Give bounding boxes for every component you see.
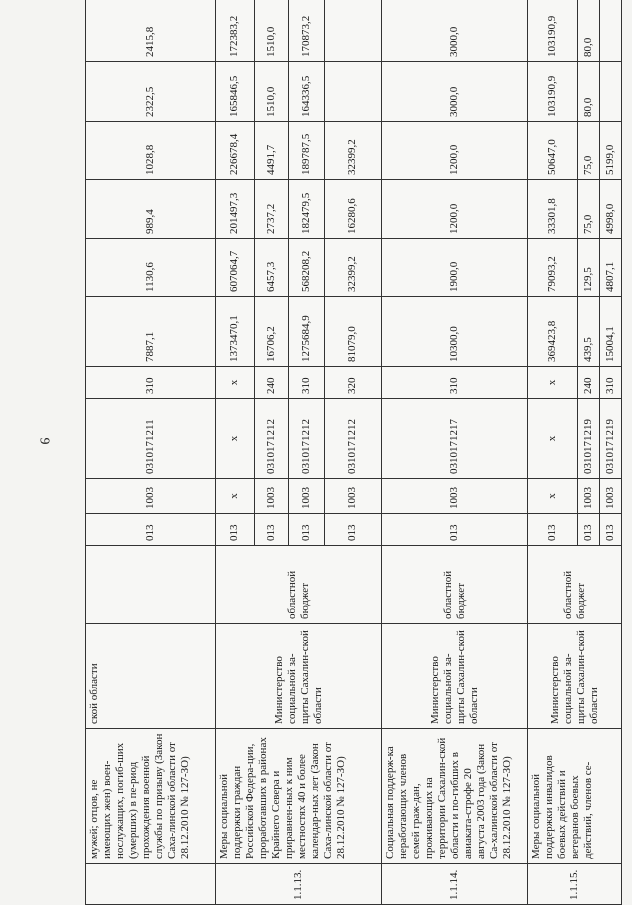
value-cell: 3000,0 [381, 62, 528, 122]
vr-cell: 310 [600, 367, 622, 399]
value-cell: 103190,9 [528, 0, 578, 62]
grbs-cell: 013 [381, 514, 528, 546]
value-cell: 201497,3 [216, 180, 254, 239]
source-cell [86, 546, 216, 624]
value-cell: 226678,4 [216, 122, 254, 180]
value-cell: 182479,5 [289, 180, 325, 239]
value-cell: 3000,0 [381, 0, 528, 62]
value-cell: 189787,5 [289, 122, 325, 180]
rz-cell: 1003 [578, 479, 600, 514]
csr-cell: 0310171219 [578, 399, 600, 479]
value-cell: 50647,0 [528, 122, 578, 180]
rz-cell: 1003 [86, 479, 216, 514]
csr-cell: 0310171212 [289, 399, 325, 479]
value-cell: 103190,9 [528, 62, 578, 122]
table-row [381, 0, 528, 905]
rz-cell: 1003 [254, 479, 289, 514]
rz-cell: x [528, 479, 578, 514]
csr-cell: x [216, 399, 254, 479]
value-cell: 439,5 [578, 297, 600, 367]
grbs-cell: 013 [600, 514, 622, 546]
rz-cell: x [216, 479, 254, 514]
value-cell: 4807,1 [600, 239, 622, 297]
table-row [528, 0, 578, 905]
value-cell: 15004,1 [600, 297, 622, 367]
table-row [86, 0, 216, 905]
grbs-cell: 013 [578, 514, 600, 546]
value-cell: 172383,2 [216, 0, 254, 62]
executor-cell: Министерство социальной за-щиты Сахалин-ской области [216, 624, 381, 729]
csr-cell: 0310171212 [254, 399, 289, 479]
value-cell: 10300,0 [381, 297, 528, 367]
value-cell: 1130,6 [86, 239, 216, 297]
value-cell: 1510,0 [254, 0, 289, 62]
value-cell: 129,5 [578, 239, 600, 297]
value-cell: 6457,3 [254, 239, 289, 297]
value-cell: 165846,5 [216, 62, 254, 122]
measure-cell: Меры социальной поддержки инвалидов боевых действий и ветеранов боевых действий, членов се- [528, 729, 622, 864]
row-id: 1.1.14. [381, 864, 528, 905]
rotated-table-container [85, 0, 622, 905]
value-cell [325, 0, 382, 62]
value-cell [600, 0, 622, 62]
grbs-cell: 013 [289, 514, 325, 546]
budget-table [85, 0, 622, 905]
value-cell: 1275684,9 [289, 297, 325, 367]
source-cell: областной бюджет [528, 546, 622, 624]
value-cell: 607064,7 [216, 239, 254, 297]
executor-cell: ской области [86, 624, 216, 729]
value-cell: 1200,0 [381, 180, 528, 239]
grbs-cell: 013 [528, 514, 578, 546]
page-number: 9 [36, 437, 52, 445]
measure-cell: мужей; отцов, не имеющих жен) воен-нослужащих, погиб-ших (умерших) в пе-риод прохождения военной службы по призыву (Закон Саха-линской области от 28.12.2010 № 127-ЗО) [86, 729, 216, 864]
vr-cell: 310 [381, 367, 528, 399]
csr-cell: 0310171217 [381, 399, 528, 479]
measure-cell: Социальная поддерж-ка неработающих членов семей граж-дан, проживающих на территории Сахалин-ской области и по-гибших в авиаката-строфе 20 августа 2003 года (Закон Са-халинской области от 28.12.2010 № 127-ЗО) [381, 729, 528, 864]
value-cell: 75,0 [578, 180, 600, 239]
value-cell: 32399,2 [325, 122, 382, 180]
csr-cell: 0310171219 [600, 399, 622, 479]
measure-cell: Меры социальной поддержки граждан Российской Федера-ции, проработавших в районах Крайнего Севера и приравнен-ных к ним местностях 40 и более календар-ных лет (Закон Саха-линской области от 28.12.2010 № 127-ЗО) [216, 729, 381, 864]
rz-cell: 1003 [325, 479, 382, 514]
value-cell: 1373470,1 [216, 297, 254, 367]
value-cell: 369423,8 [528, 297, 578, 367]
value-cell: 4491,7 [254, 122, 289, 180]
value-cell: 5199,0 [600, 122, 622, 180]
value-cell: 2415,8 [86, 0, 216, 62]
grbs-cell: 013 [216, 514, 254, 546]
value-cell [600, 62, 622, 122]
executor-cell: Министерство социальной за-щиты Сахалин-ской области [381, 624, 528, 729]
vr-cell: x [528, 367, 578, 399]
value-cell: 1028,8 [86, 122, 216, 180]
grbs-cell: 013 [325, 514, 382, 546]
value-cell: 16706,2 [254, 297, 289, 367]
executor-cell: Министерство социальной за-щиты Сахалин-ской области [528, 624, 622, 729]
value-cell: 32399,2 [325, 239, 382, 297]
value-cell: 164336,5 [289, 62, 325, 122]
table-row [216, 0, 254, 905]
value-cell: 7887,1 [86, 297, 216, 367]
vr-cell: 240 [254, 367, 289, 399]
vr-cell: 320 [325, 367, 382, 399]
value-cell: 1200,0 [381, 122, 528, 180]
value-cell: 4998,0 [600, 180, 622, 239]
value-cell: 79093,2 [528, 239, 578, 297]
value-cell: 1510,0 [254, 62, 289, 122]
value-cell: 75,0 [578, 122, 600, 180]
value-cell: 1900,0 [381, 239, 528, 297]
value-cell: 81079,0 [325, 297, 382, 367]
rz-cell: 1003 [289, 479, 325, 514]
value-cell: 2737,2 [254, 180, 289, 239]
row-id: 1.1.13. [216, 864, 381, 905]
csr-cell: 0310171211 [86, 399, 216, 479]
value-cell: 2322,5 [86, 62, 216, 122]
vr-cell: 310 [86, 367, 216, 399]
source-cell: областной бюджет [216, 546, 381, 624]
source-cell: областной бюджет [381, 546, 528, 624]
value-cell: 33301,8 [528, 180, 578, 239]
value-cell [325, 62, 382, 122]
value-cell: 16280,6 [325, 180, 382, 239]
rz-cell: 1003 [600, 479, 622, 514]
vr-cell: 310 [289, 367, 325, 399]
value-cell: 80,0 [578, 0, 600, 62]
row-id: 1.1.15. [528, 864, 622, 905]
grbs-cell: 013 [254, 514, 289, 546]
value-cell: 170873,2 [289, 0, 325, 62]
vr-cell: 240 [578, 367, 600, 399]
value-cell: 80,0 [578, 62, 600, 122]
csr-cell: 0310171212 [325, 399, 382, 479]
row-id [86, 864, 216, 905]
rz-cell: 1003 [381, 479, 528, 514]
vr-cell: x [216, 367, 254, 399]
value-cell: 989,4 [86, 180, 216, 239]
grbs-cell: 013 [86, 514, 216, 546]
value-cell: 568208,2 [289, 239, 325, 297]
csr-cell: x [528, 399, 578, 479]
